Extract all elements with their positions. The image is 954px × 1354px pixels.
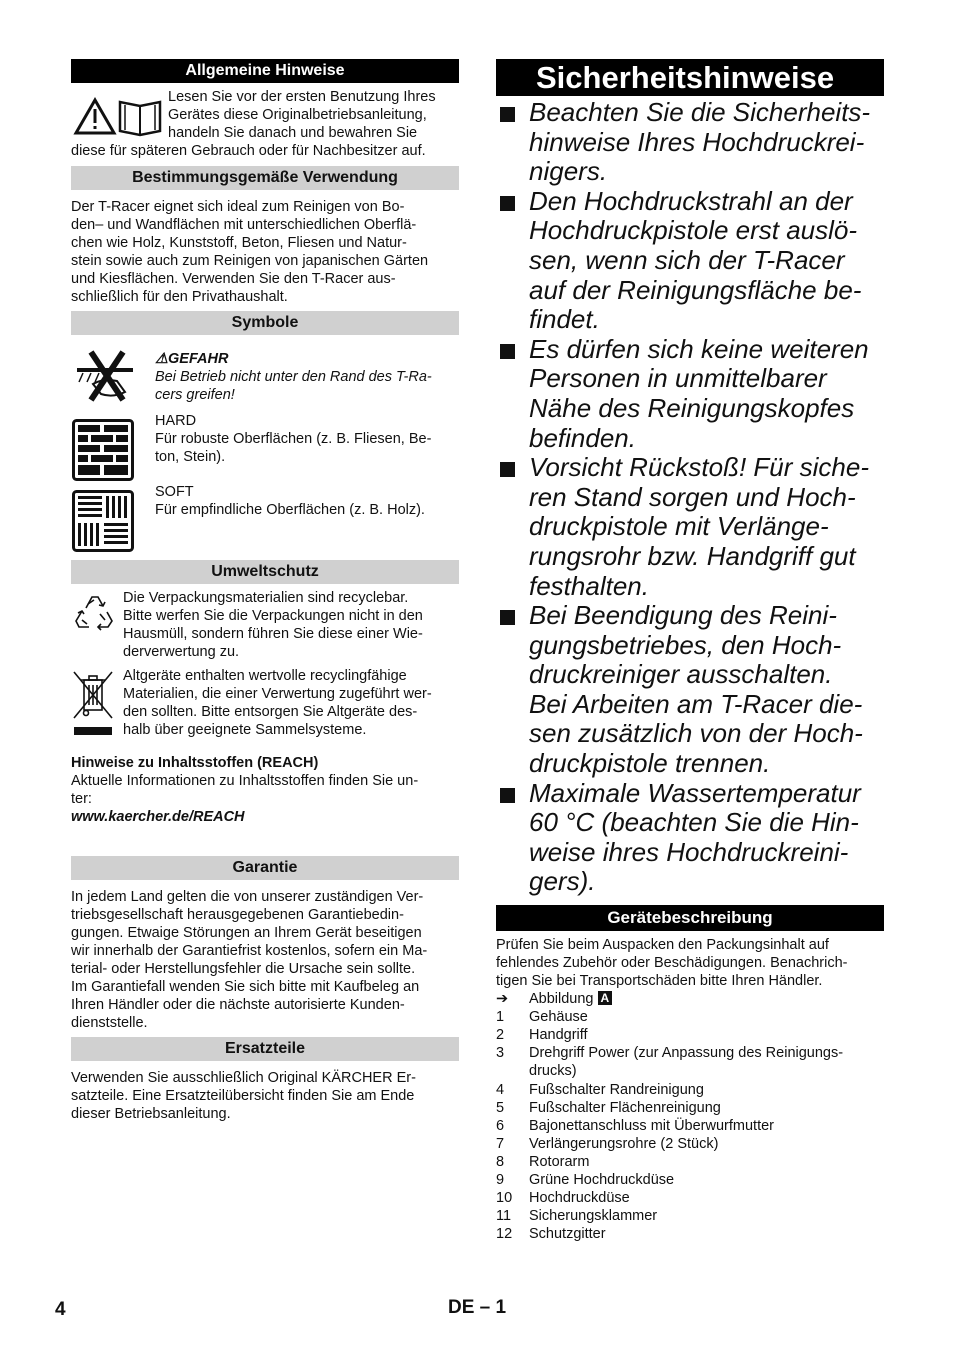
text-line: Verwenden Sie ausschließlich Original KÄRCHER Er- [71, 1070, 416, 1086]
heading-bestimmung: Bestimmungsgemäße Verwendung [71, 166, 459, 190]
heading-ersatzteile: Ersatzteile [71, 1037, 459, 1061]
safety-item [496, 453, 884, 601]
text-line: den sollten. Bitte entsorgen Sie Altgeräte des- [123, 704, 418, 720]
text-line: festhalten. [529, 570, 649, 601]
soft-surface-icon [72, 490, 134, 552]
safety-item [496, 779, 884, 897]
text-line: nigers. [529, 156, 608, 187]
symbole-block [71, 335, 459, 563]
safety-item [496, 187, 884, 335]
text-line: Ihren Händler oder die nächste autorisierte Kunden- [71, 997, 405, 1013]
text-line: Beachten Sie die Sicherheits- [529, 97, 871, 127]
item-number: 8 [496, 1153, 505, 1170]
item-label: Handgriff [529, 1027, 588, 1044]
bullet-square-icon [500, 196, 515, 211]
crossed-bin-icon [72, 670, 114, 740]
arrow-right-icon: ➔ [496, 991, 509, 1008]
geraet-intro [496, 936, 884, 990]
bestimmung-text [71, 198, 459, 306]
item-number: 7 [496, 1135, 505, 1152]
heading-allgemeine-hinweise: Allgemeine Hinweise [71, 59, 459, 83]
text-line: findet. [529, 304, 600, 335]
text-line: ton, Stein). [155, 449, 226, 465]
text-line: Hausmüll, sondern führen Sie diese einer Wie- [123, 626, 423, 642]
item-label: Hochdruckdüse [529, 1190, 630, 1207]
text-line: Nähe des Reinigungskopfes [529, 392, 855, 423]
recycle-text [123, 589, 423, 661]
text-line: Vorsicht Rückstoß! Für siche- [529, 452, 870, 483]
text-line: gungen. Etwaige Störungen an Ihrem Gerät beseitigen [71, 925, 422, 941]
safety-list [496, 98, 884, 897]
heading-garantie: Garantie [71, 856, 459, 880]
text-line: derverwertung zu. [123, 644, 240, 660]
bullet-square-icon [500, 610, 515, 625]
text-line: 60 °C (beachten Sie die Hin- [529, 807, 859, 838]
list-item [496, 1171, 884, 1189]
list-item [496, 1135, 884, 1153]
hard-surface-icon [72, 419, 134, 481]
text-line: satzteile. Eine Ersatzteilübersicht finden Sie am Ende [71, 1088, 415, 1104]
item-label: Grüne Hochdruckdüse [529, 1171, 675, 1188]
bullet-square-icon [500, 788, 515, 803]
item-label: Gehäuse [529, 1009, 588, 1026]
warning-manual-icon [73, 97, 163, 137]
gefahr-label: GEFAHR [168, 351, 229, 367]
hand-danger-icon [73, 348, 137, 404]
bullet-square-icon [500, 344, 515, 359]
text-line: befinden. [529, 422, 636, 453]
reach-block [71, 754, 418, 826]
text-line: ren Stand sorgen und Hoch- [529, 481, 856, 512]
item-label: Fußschalter Flächenreinigung [529, 1099, 721, 1116]
item-label: Bajonettanschluss mit Überwurfmutter [529, 1117, 774, 1134]
item-label: Sicherungsklammer [529, 1208, 658, 1225]
text-line: Hochdruckpistole erst auslö- [529, 215, 858, 246]
text-line: chen wie Holz, Kunststoff, Beton, Fliesen und Natur- [71, 235, 407, 251]
text-line: Gerätes diese Originalbetriebsanleitung, [168, 107, 427, 123]
text-line: Personen in unmittelbarer [529, 363, 827, 394]
bullet-square-icon [500, 462, 515, 477]
allgemein-block [71, 83, 459, 157]
text-line: dienststelle. [71, 1015, 148, 1031]
text-line: schließlich für den Privathaushalt. [71, 289, 288, 305]
item-number: 5 [496, 1099, 505, 1116]
list-item [496, 1099, 884, 1117]
altgeraete-text [123, 667, 432, 739]
item-number: 11 [496, 1208, 512, 1225]
list-item [496, 1153, 884, 1171]
safety-item [496, 601, 884, 779]
text-line: diese für späteren Gebrauch oder für Nachbesitzer auf. [71, 143, 426, 159]
text-line: Im Garantiefall wenden Sie sich bitte mit Kaufbeleg an [71, 979, 420, 995]
ersatzteile-text [71, 1069, 459, 1123]
text-line: Materialien, die einer Verwertung zugeführt wer- [123, 686, 432, 702]
reach-heading: Hinweise zu Inhaltsstoffen (REACH) [71, 755, 319, 771]
item-label: Drehgriff Power (zur Anpassung des Reinigungs- [529, 1045, 844, 1062]
abbildung-ref [496, 990, 884, 1008]
text-line: druckpistole mit Verlänge- [529, 511, 829, 542]
section-label: DE – 1 [448, 1297, 507, 1318]
text-line: Bei Arbeiten am T-Racer die- [529, 688, 863, 719]
text-line: Es dürfen sich keine weiteren [529, 333, 869, 364]
page-number: 4 [55, 1299, 66, 1320]
umwelt-block [71, 584, 459, 825]
hard-label: HARD [155, 413, 197, 429]
item-number: 4 [496, 1081, 505, 1098]
soft-text [155, 483, 425, 519]
text-line: sen, wenn sich der T-Racer [529, 244, 845, 275]
text-line: gungsbetriebes, den Hoch- [529, 629, 842, 660]
safety-item [496, 98, 884, 187]
list-item [496, 1207, 884, 1225]
text-line: und Kiesflächen. Verwenden Sie den T-Racer aus- [71, 271, 396, 287]
text-line: druckreiniger ausschalten. [529, 659, 833, 690]
text-line: wir innerhalb der Garantiefrist kostenlos, sofern ein Ma- [71, 943, 428, 959]
text-line: fehlendes Zubehör oder Beschädigungen. Benachrich- [496, 955, 848, 972]
figure-badge: A [598, 991, 613, 1005]
text-line: druckpistole trennen. [529, 748, 771, 779]
text-line: tigen Sie bei Transportschäden bitte Ihren Händler. [496, 973, 823, 990]
item-number: 10 [496, 1190, 513, 1207]
heading-geraetebeschreibung: Gerätebeschreibung [496, 905, 884, 931]
text-line: Der T-Racer eignet sich ideal zum Reinigen von Bo- [71, 199, 405, 215]
hard-text [155, 412, 431, 466]
item-label: Rotorarm [529, 1153, 590, 1170]
text-line: stein sowie auch zum Reinigen von japanischen Gärten [71, 253, 429, 269]
gefahr-text [155, 350, 432, 404]
list-item [496, 1044, 884, 1080]
text-line: rungsrohr bzw. Handgriff gut [529, 540, 856, 571]
list-item [496, 1026, 884, 1044]
item-number: 6 [496, 1117, 505, 1134]
garantie-text [71, 888, 459, 1032]
heading-umweltschutz: Umweltschutz [71, 560, 459, 584]
text-line: den– und Wandflächen mit unterschiedlichen Oberflä- [71, 217, 417, 233]
recycle-icon [72, 592, 116, 632]
item-number: 1 [496, 1009, 505, 1026]
item-number: 3 [496, 1045, 505, 1062]
text-line: cers greifen! [155, 387, 235, 403]
item-label: Verlängerungsrohre (2 Stück) [529, 1135, 719, 1152]
item-label: drucks) [529, 1063, 577, 1080]
list-item [496, 1189, 884, 1207]
list-item [496, 1117, 884, 1135]
bullet-square-icon [500, 107, 515, 122]
text-line: Bitte werfen Sie die Verpackungen nicht in den [123, 608, 423, 624]
text-line: halb über geeignete Sammelsysteme. [123, 722, 367, 738]
item-label: Schutzgitter [529, 1226, 606, 1243]
text-line: terial- oder Herstellungsfehler die Ursache sein sollte. [71, 961, 416, 977]
text-line: Aktuelle Informationen zu Inhaltsstoffen finden Sie un- [71, 773, 419, 789]
item-label: Fußschalter Randreinigung [529, 1081, 704, 1098]
text-line: triebsgesellschaft herausgegebenen Garantiebedin- [71, 907, 404, 923]
danger-triangle-icon: ⚠ [155, 351, 168, 367]
item-number: 12 [496, 1226, 513, 1243]
reach-link[interactable]: www.kaercher.de/REACH [71, 809, 245, 825]
list-item [496, 1008, 884, 1026]
item-number: 2 [496, 1027, 505, 1044]
right-column [496, 59, 884, 1243]
heading-sicherheitshinweise: Sicherheitshinweise [496, 59, 884, 96]
text-line: ter: [71, 791, 92, 807]
soft-label: SOFT [155, 484, 194, 500]
text-line: Prüfen Sie beim Auspacken den Packungsinhalt auf [496, 937, 829, 954]
safety-item [496, 335, 884, 453]
left-column [71, 59, 459, 1123]
abbildung-label: Abbildung [529, 991, 594, 1008]
parts-list [496, 990, 884, 1243]
text-line: Die Verpackungsmaterialien sind recyclebar. [123, 590, 409, 606]
text-line: Den Hochdruckstrahl an der [529, 185, 853, 216]
text-line: sen zusätzlich von der Hoch- [529, 718, 863, 749]
list-item [496, 1081, 884, 1099]
text-line: Für robuste Oberflächen (z. B. Fliesen, Be- [155, 431, 432, 447]
text-line: dieser Betriebsanleitung. [71, 1106, 231, 1122]
heading-symbole: Symbole [71, 311, 459, 335]
item-number: 9 [496, 1171, 505, 1188]
text-line: Bei Betrieb nicht unter den Rand des T-Ra- [155, 369, 432, 385]
text-line: Für empfindliche Oberflächen (z. B. Holz). [155, 502, 425, 518]
list-item [496, 1225, 884, 1243]
text-line: gers). [529, 866, 596, 897]
text-line: auf der Reinigungsfläche be- [529, 274, 862, 305]
text-line: Altgeräte enthalten wertvolle recyclingfähige [123, 668, 407, 684]
text-line: handeln Sie danach und bewahren Sie [168, 125, 418, 141]
text-line: hinweise Ihres Hochdruckrei- [529, 126, 865, 157]
text-line: Lesen Sie vor der ersten Benutzung Ihres [168, 89, 436, 105]
text-line: In jedem Land gelten die von unserer zuständigen Ver- [71, 889, 424, 905]
text-line: weise ihres Hochdruckreini- [529, 836, 849, 867]
text-line: Maximale Wassertemperatur [529, 777, 861, 808]
text-line: Bei Beendigung des Reini- [529, 600, 837, 631]
